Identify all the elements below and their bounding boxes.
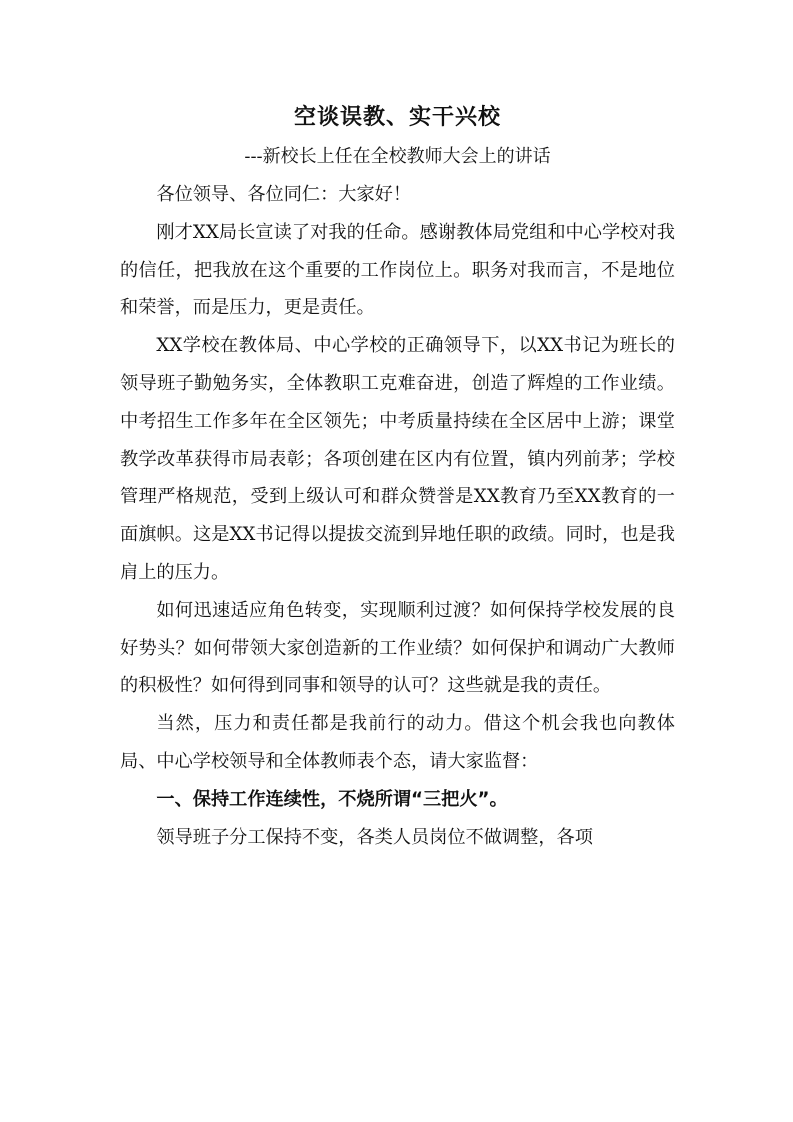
document-subtitle: ---新校长上任在全校教师大会上的讲话	[244, 146, 551, 167]
greeting-line: 各位领导、各位同仁：大家好！	[156, 184, 412, 205]
document-body-continued	[120, 819, 675, 857]
document-content	[120, 98, 675, 856]
paragraph-appointment: 刚才XX局长宣读了对我的任命。感谢教体局党组和中心学校对我的信任，把我放在这个重要的工作岗位上。职务对我而言，不是地位和荣誉，而是压力，更是责任。	[120, 221, 675, 319]
paragraph-commitment: 当然，压力和责任都是我前行的动力。借这个机会我也向教体局、中心学校领导和全体教师表个态，请大家监督：	[120, 713, 675, 772]
paragraph-achievements: XX学校在教体局、中心学校的正确领导下，以XX书记为班长的领导班子勤勉务实，全体教职工克难奋进，创造了辉煌的工作业绩。中考招生工作多年在全区领先；中考质量持续在全区居中上游；课堂教学改革获得市局表彰；各项创建在区内有位置，镇内列前茅；学校管理严格规范，受到上级认可和群众赞誉是XX教育乃至XX教育的一面旗帜。这是XX书记得以提拔交流到异地任职的政绩。同时，也是我肩上的压力。	[120, 335, 675, 583]
section-heading: 一、保持工作连续性，不烧所谓“三把火”。	[156, 788, 508, 810]
document-title: 空谈误教、实干兴校	[293, 105, 501, 130]
paragraph-continuity: 领导班子分工保持不变，各类人员岗位不做调整，各项	[156, 826, 593, 848]
paragraph-responsibilities: 如何迅速适应角色转变，实现顺利过渡？如何保持学校发展的良好势头？如何带领大家创造新的工作业绩？如何保护和调动广大教师的积极性？如何得到同事和领导的认可？这些就是我的责任。	[120, 599, 675, 697]
document-body	[120, 176, 675, 781]
